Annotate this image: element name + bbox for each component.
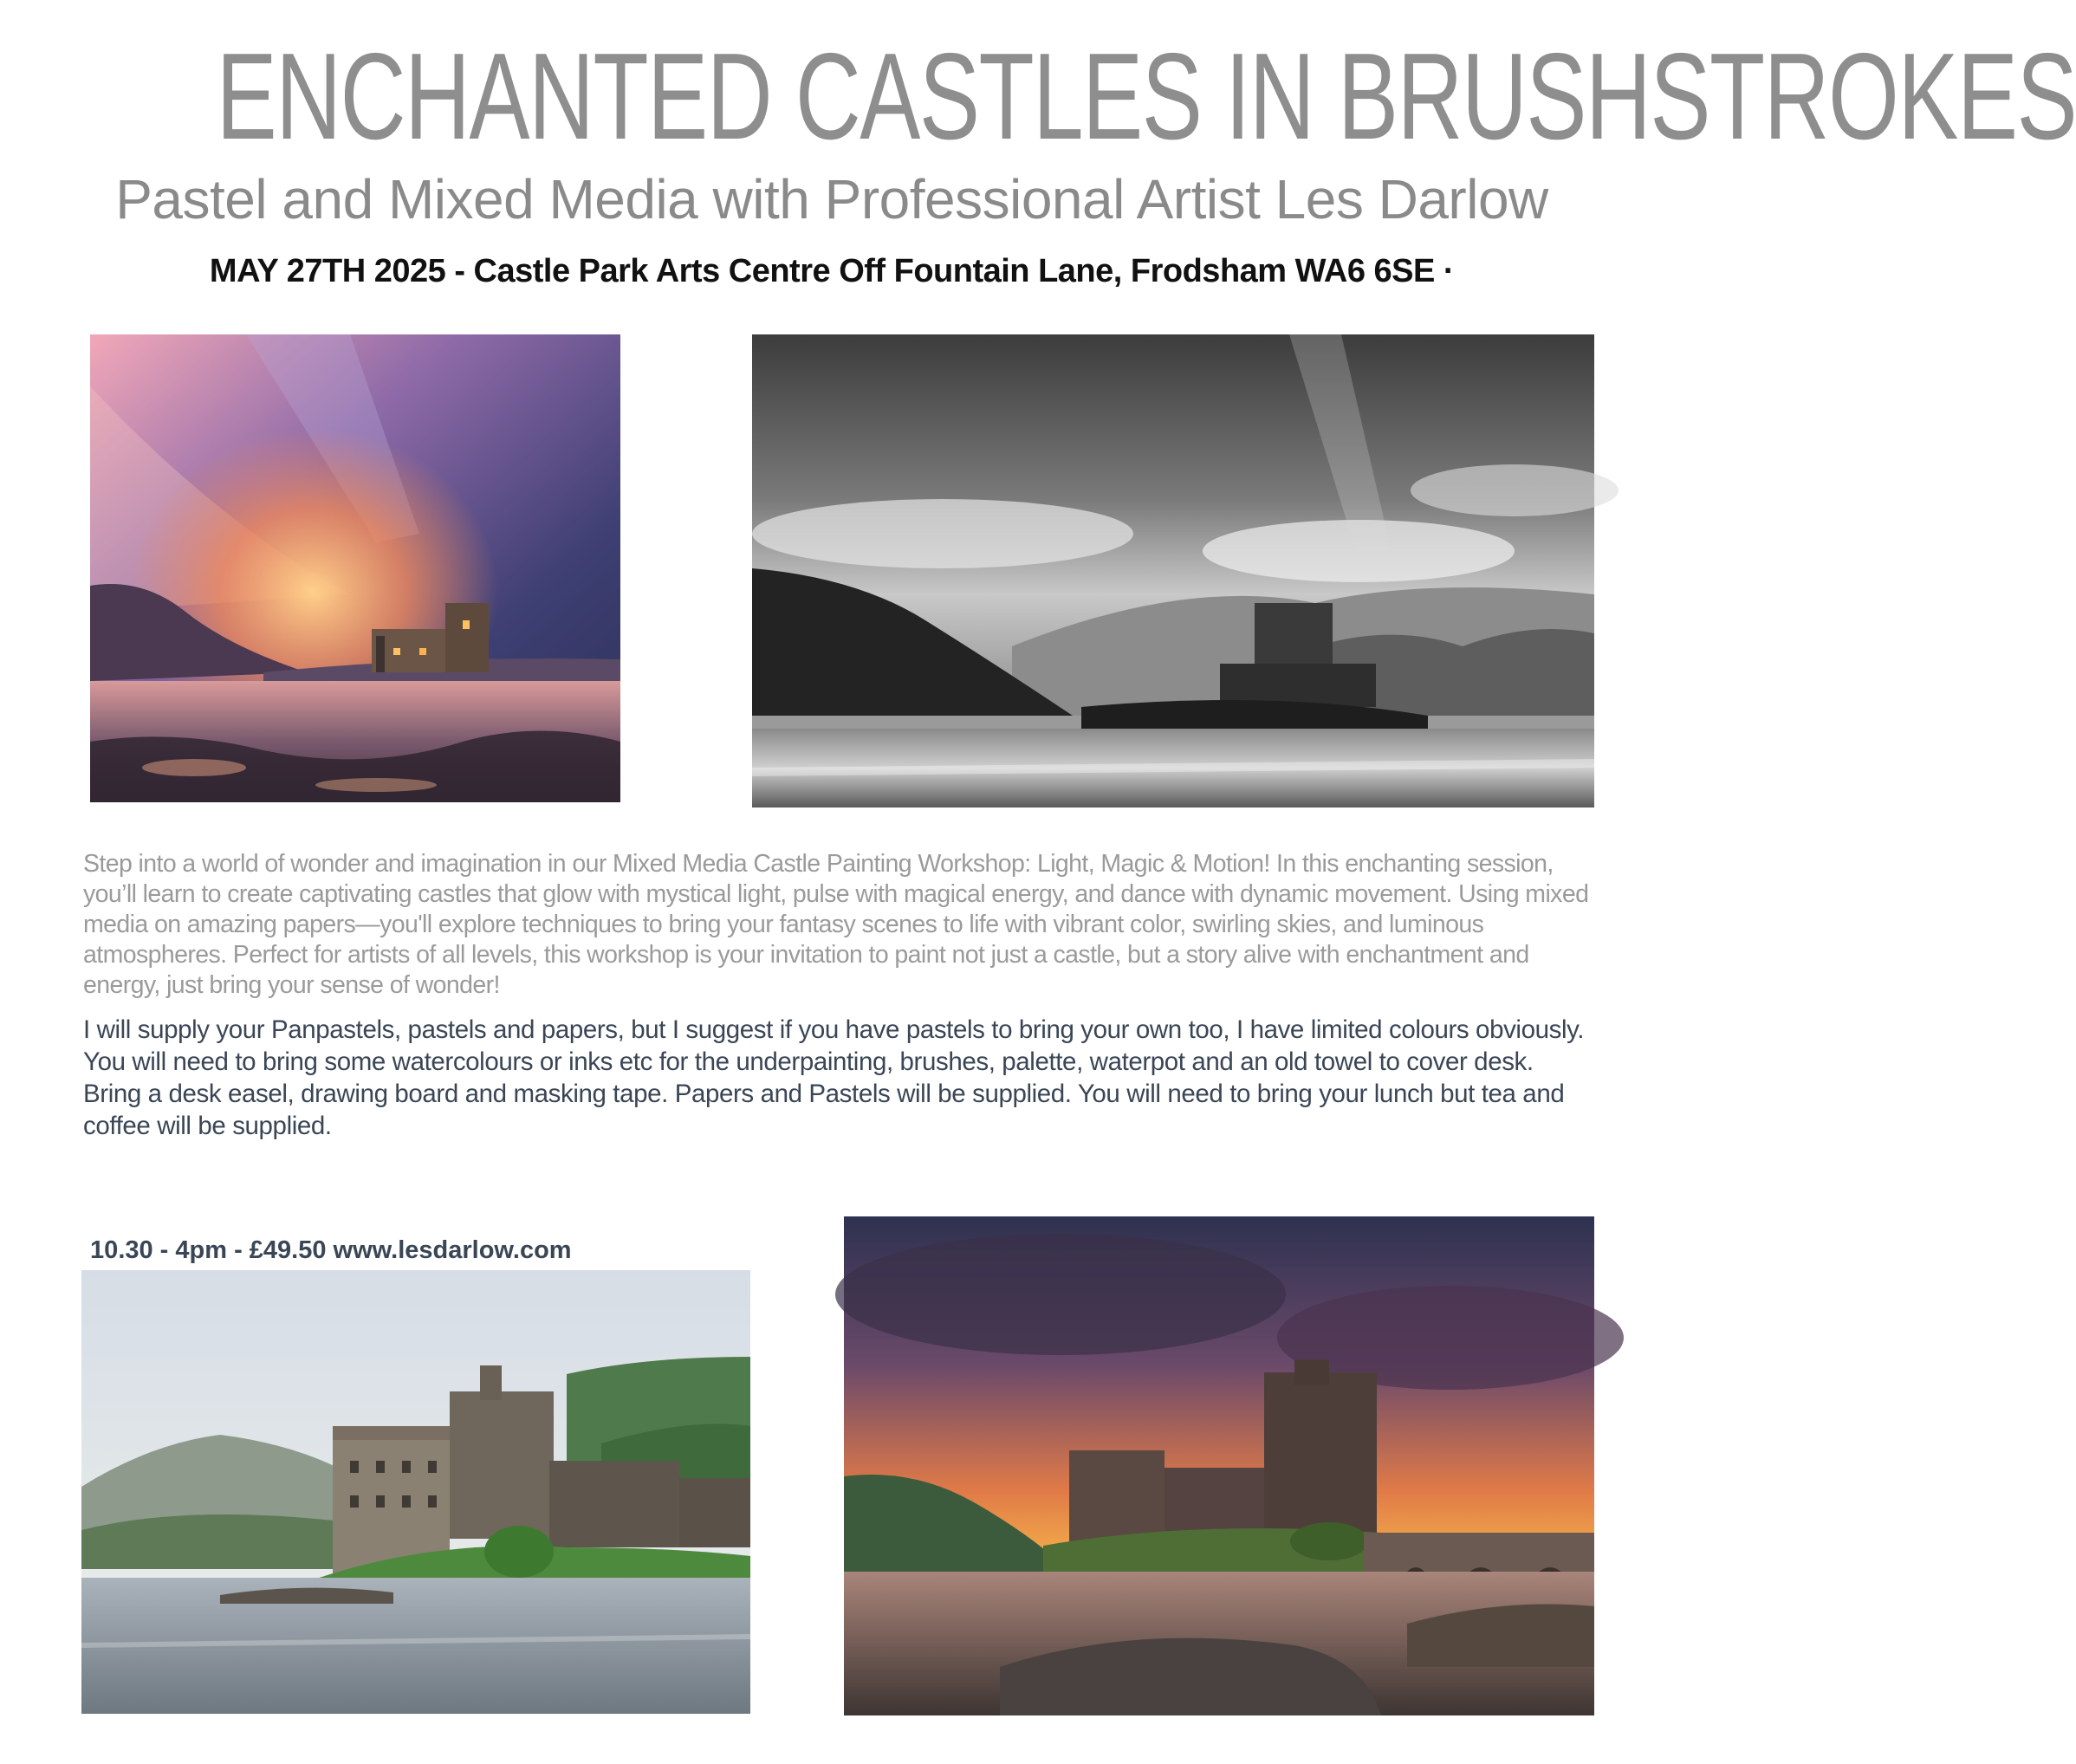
castle-sunset-photo-image (844, 1216, 1594, 1715)
supplies-info: I will supply your Panpastels, pastels and papers, but I suggest if you have pastels to bring your own too, I have limited colours obviously. You will need to bring some watercolours or inks etc for the underpainting, brushes, palette, waterpot and an old towel to cover desk. Bring a desk easel, drawing board and masking tape. Papers and Pastels will be supplied. You will need to bring your lunch but tea and coffee will be supplied. (83, 1015, 1585, 1140)
time-price-website: 10.30 - 4pm - £49.50 www.lesdarlow.com (83, 1236, 572, 1264)
page-subtitle: Pastel and Mixed Media with Professional Artist Les Darlow (115, 168, 1548, 230)
workshop-description: Step into a world of wonder and imagination in our Mixed Media Castle Painting Workshop: Light, Magic & Motion! In this enchanting session, you’ll learn to create captivating castles that glow with mystical light, pulse with magical energy, and dance with dynamic movement. Using mixed media on amazing papers—you'll explore techniques to bring your fantasy scenes to life with vibrant color, swirling skies, and luminous atmospheres. Perfect for artists of all levels, this workshop is your invitation to paint not just a castle, but a story alive with enchantment and energy, just bring your sense of wonder! (83, 850, 1589, 999)
castle-monochrome-photo-image (752, 334, 1594, 807)
castle-daytime-photo-image (81, 1270, 750, 1714)
castle-sunset-painting-image (90, 334, 620, 802)
page-title: ENCHANTED CASTLES IN BRUSHSTROKES (216, 28, 2076, 165)
event-date-location: MAY 27TH 2025 - Castle Park Arts Centre Off Fountain Lane, Frodsham WA6 6SE · (209, 253, 1455, 289)
